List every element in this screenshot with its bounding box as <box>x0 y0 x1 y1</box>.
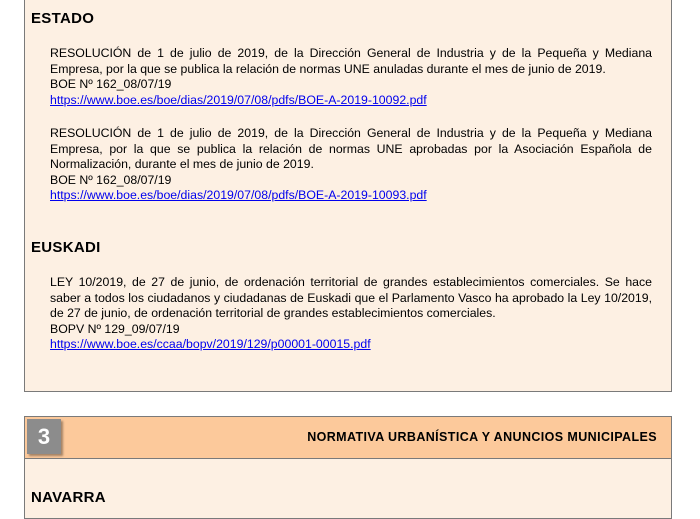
estado-heading: ESTADO <box>31 10 95 27</box>
section-title: NORMATIVA URBANÍSTICA Y ANUNCIOS MUNICIPALES <box>307 430 657 444</box>
estado-entry-2 <box>50 126 652 204</box>
euskadi-entry-1 <box>50 275 652 353</box>
navarra-heading: NAVARRA <box>31 489 106 506</box>
entry-link[interactable]: https://www.boe.es/ccaa/bopv/2019/129/p00001-00015.pdf <box>50 337 371 352</box>
entry-text: RESOLUCIÓN de 1 de julio de 2019, de la Dirección General de Industria y de la Pequeña y Mediana Empresa, por la que se publica la relación de normas UNE aprobadas por la Asociación Española de Normalización, durante el mes de junio de 2019. <box>50 126 652 172</box>
estado-entry-1 <box>50 46 652 108</box>
section-3-header <box>24 416 672 459</box>
navarra-panel <box>24 459 672 519</box>
euskadi-heading: EUSKADI <box>31 239 101 256</box>
estado-euskadi-panel <box>24 0 672 392</box>
entry-link[interactable]: https://www.boe.es/boe/dias/2019/07/08/pdfs/BOE-A-2019-10093.pdf <box>50 188 427 203</box>
entry-reference: BOPV Nº 129_09/07/19 <box>50 321 180 336</box>
entry-text: LEY 10/2019, de 27 de junio, de ordenación territorial de grandes establecimientos comerciales. Se hace saber a todos los ciudadanos y ciudadanas de Euskadi que el Parlamento Vasco ha aprobado la Ley 10/2019, de 27 de junio, de ordenación territorial de grandes establecimientos comerciales. <box>50 275 652 321</box>
entry-text: RESOLUCIÓN de 1 de julio de 2019, de la Dirección General de Industria y de la Pequeña y Mediana Empresa, por la que se publica la relación de normas UNE anuladas durante el mes de junio de 2019. <box>50 46 652 76</box>
entry-reference: BOE Nº 162_08/07/19 <box>50 172 172 187</box>
section-number-badge: 3 <box>27 419 61 454</box>
entry-link[interactable]: https://www.boe.es/boe/dias/2019/07/08/pdfs/BOE-A-2019-10092.pdf <box>50 92 427 107</box>
entry-reference: BOE Nº 162_08/07/19 <box>50 77 172 92</box>
